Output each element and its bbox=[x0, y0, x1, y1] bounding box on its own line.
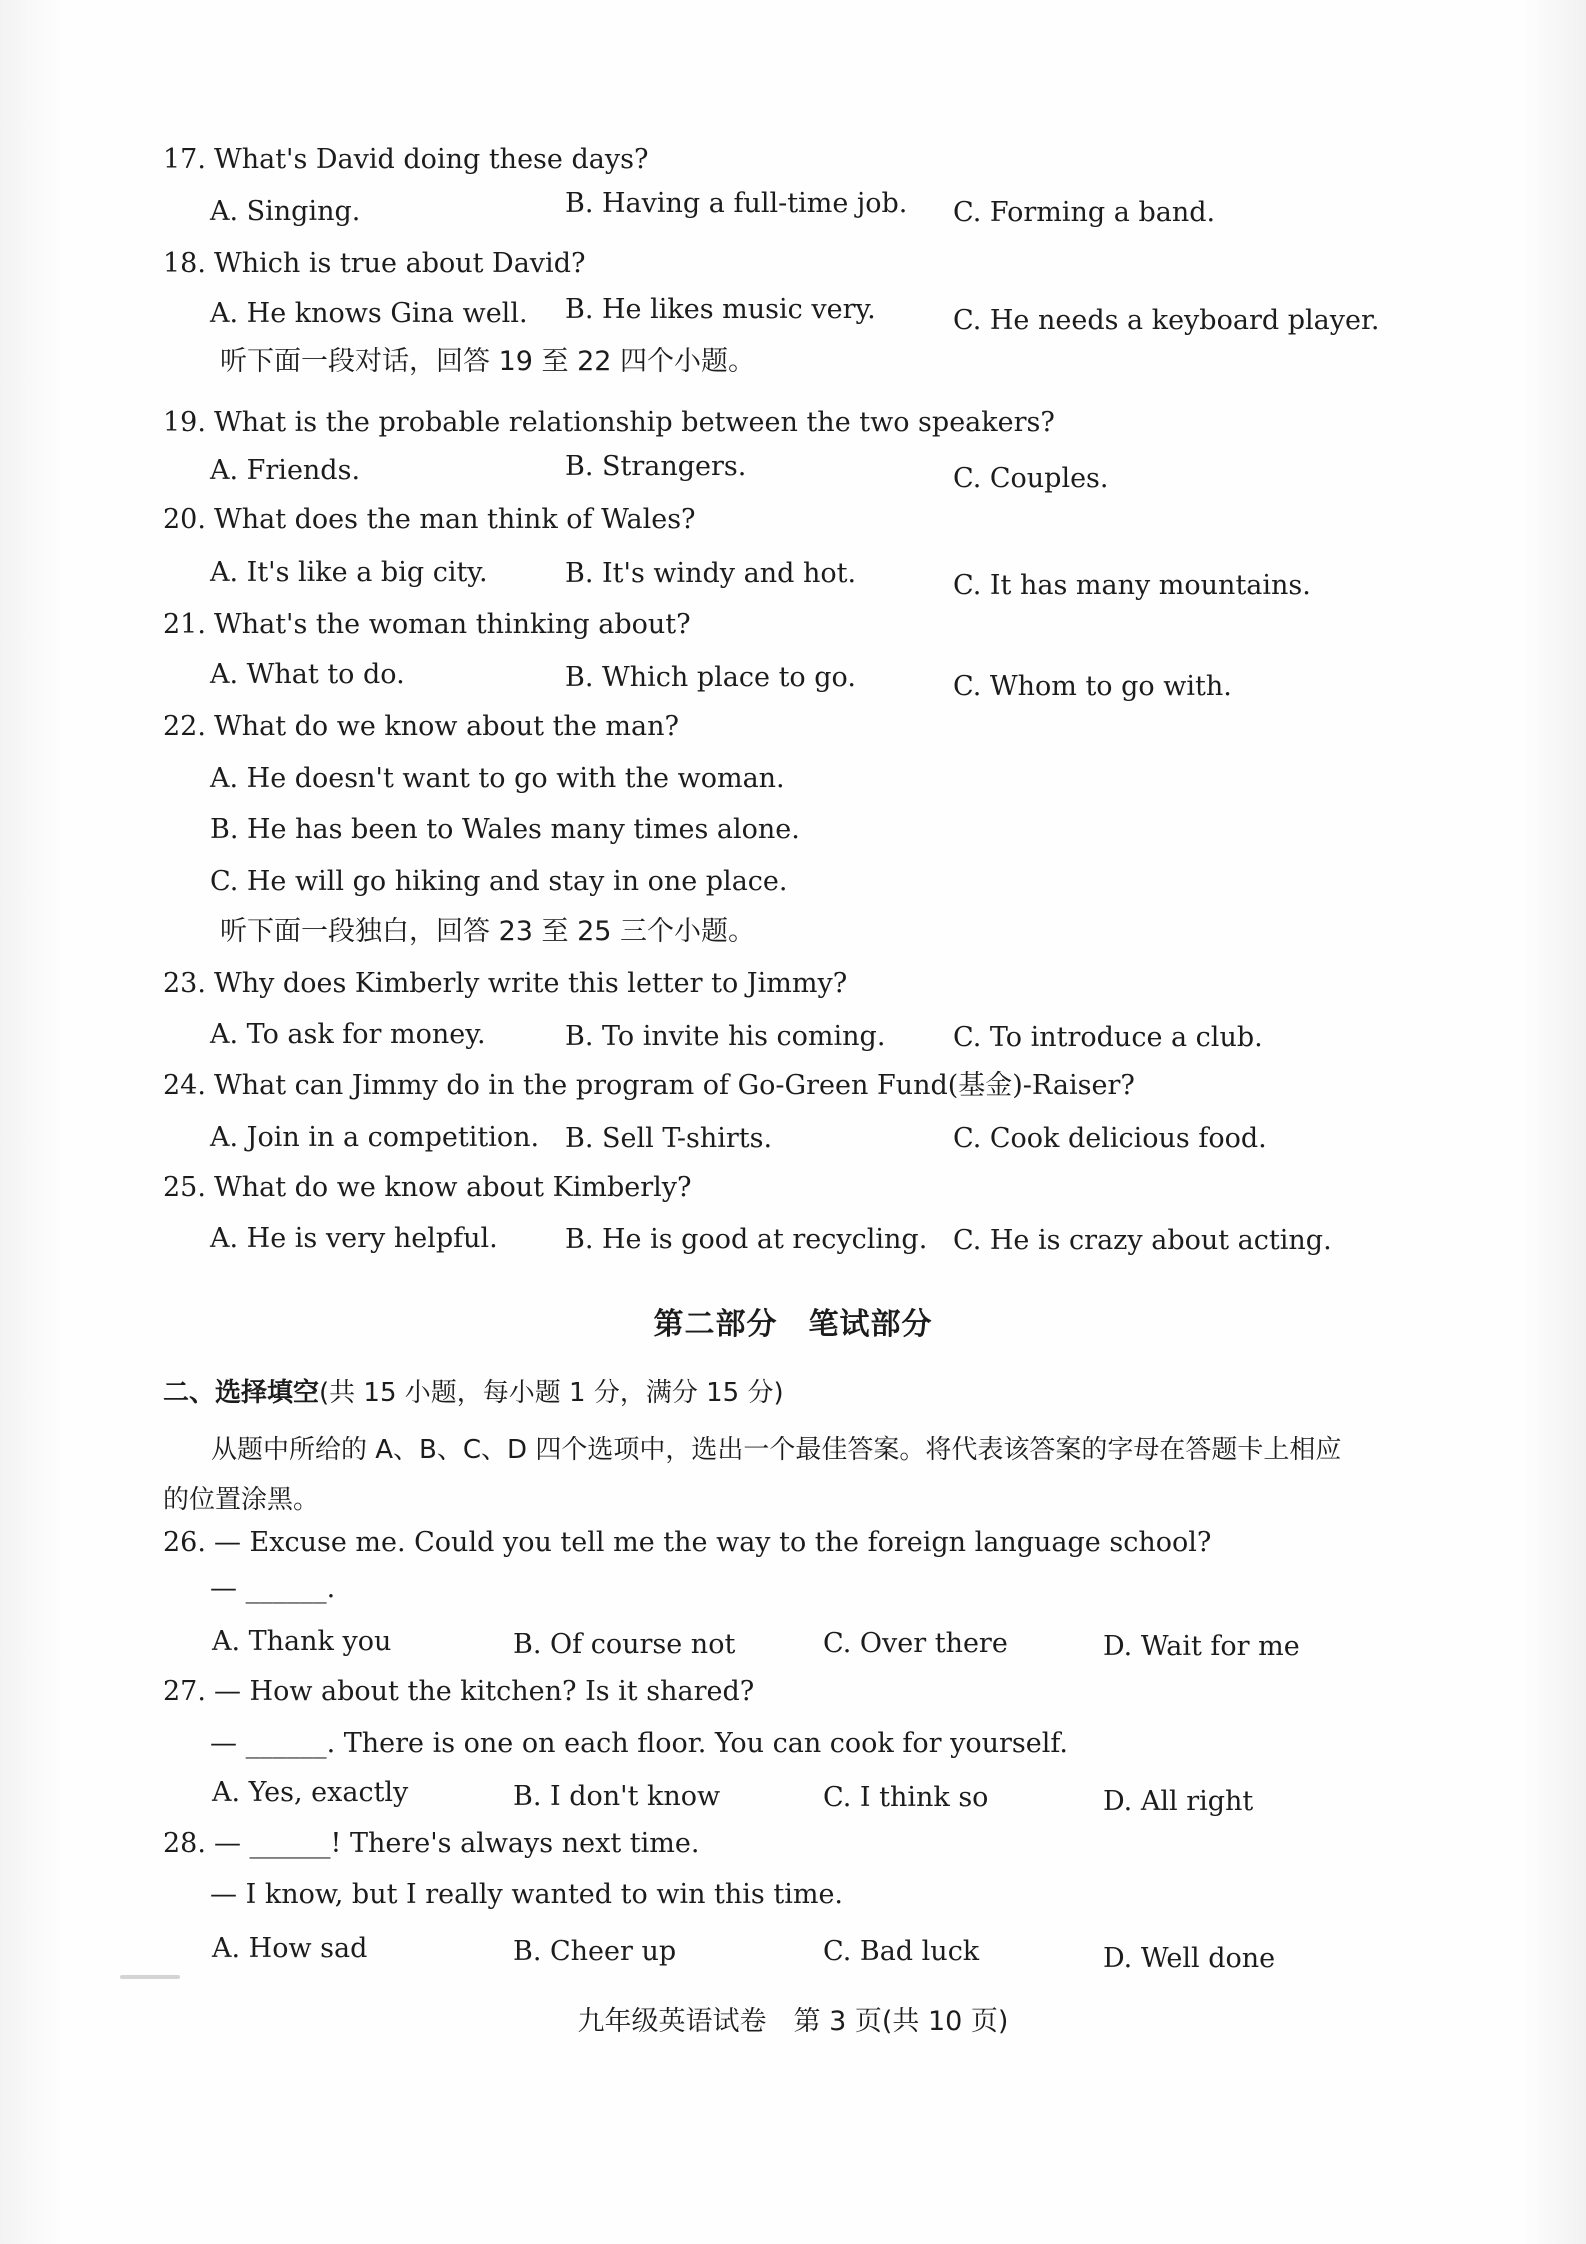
option-a: A. What to do. bbox=[210, 659, 405, 690]
question-number: 20. bbox=[163, 504, 206, 535]
question-line: — Excuse me. Could you tell me the way to the foreign language school? bbox=[213, 1527, 1212, 1558]
question-25 bbox=[163, 1171, 692, 1205]
section-instruction: 听下面一段对话，回答 19 至 22 四个小题。 bbox=[220, 346, 756, 377]
option-c: C. He is crazy about acting. bbox=[953, 1225, 1332, 1256]
option-c: C. Over there bbox=[823, 1628, 1008, 1659]
question-line: — How about the kitchen? Is it shared? bbox=[213, 1676, 755, 1707]
question-text: What is the probable relationship between the two speakers? bbox=[213, 407, 1055, 438]
scan-smudge bbox=[120, 1975, 180, 1979]
option-a: A. To ask for money. bbox=[210, 1019, 486, 1050]
question-17 bbox=[163, 143, 648, 177]
dialog-reply: — ______. bbox=[210, 1573, 336, 1604]
question-text: What does the man think of Wales? bbox=[213, 504, 696, 535]
option-b: B. Of course not bbox=[513, 1629, 736, 1660]
option-c: C. He needs a keyboard player. bbox=[953, 305, 1380, 336]
question-number: 18. bbox=[163, 248, 206, 279]
option-b: B. He likes music very. bbox=[565, 294, 876, 325]
question-number: 25. bbox=[163, 1172, 206, 1203]
option-b: B. Which place to go. bbox=[565, 662, 856, 693]
option-d: D. Well done bbox=[1103, 1943, 1276, 1974]
option-c: C. Cook delicious food. bbox=[953, 1123, 1267, 1154]
question-number: 17. bbox=[163, 144, 206, 175]
page-footer: 九年级英语试卷 第 3 页(共 10 页) bbox=[577, 2006, 1009, 2037]
question-20 bbox=[163, 503, 696, 537]
question-number: 19. bbox=[163, 407, 206, 438]
question-26 bbox=[163, 1526, 1211, 1560]
question-line: — ______! There's always next time. bbox=[213, 1828, 700, 1859]
option-b: B. Cheer up bbox=[513, 1936, 677, 1967]
option-c: C. Whom to go with. bbox=[953, 671, 1232, 702]
section-two-instruction: 从题中所给的 A、B、C、D 四个选项中，选出一个最佳答案。将代表该答案的字母在答题卡上相应的位置涂黑。 bbox=[163, 1435, 1342, 1515]
question-28 bbox=[163, 1827, 699, 1861]
question-text: What do we know about Kimberly? bbox=[213, 1172, 692, 1203]
option-c: C. Bad luck bbox=[823, 1936, 980, 1967]
option-b: B. Sell T-shirts. bbox=[565, 1123, 773, 1154]
question-24 bbox=[163, 1069, 1135, 1103]
question-text: What's the woman thinking about? bbox=[213, 609, 691, 640]
option-a: A. Friends. bbox=[210, 455, 361, 486]
option-a: A. Yes, exactly bbox=[212, 1777, 409, 1808]
option-d: D. All right bbox=[1103, 1786, 1254, 1817]
option-a: A. Singing. bbox=[210, 196, 361, 227]
question-text: Which is true about David? bbox=[213, 248, 586, 279]
option-a: A. Thank you bbox=[212, 1626, 392, 1657]
option-b: B. Strangers. bbox=[565, 451, 747, 482]
option-a: A. It's like a big city. bbox=[210, 557, 488, 588]
section-heading-label: 二、选择填空 bbox=[163, 1378, 320, 1408]
question-number: 27. bbox=[163, 1676, 206, 1707]
question-number: 23. bbox=[163, 968, 206, 999]
dialog-reply: — I know, but I really wanted to win this time. bbox=[210, 1879, 844, 1910]
question-27 bbox=[163, 1675, 754, 1709]
option-a: A. Join in a competition. bbox=[210, 1122, 540, 1153]
option-c: C. He will go hiking and stay in one place. bbox=[210, 866, 788, 897]
option-b: B. It's windy and hot. bbox=[565, 558, 857, 589]
option-c: C. To introduce a club. bbox=[953, 1022, 1263, 1053]
question-23 bbox=[163, 967, 847, 1001]
option-b: B. To invite his coming. bbox=[565, 1021, 886, 1052]
question-21 bbox=[163, 608, 691, 642]
option-b: B. He has been to Wales many times alone. bbox=[210, 814, 800, 845]
option-a: A. He is very helpful. bbox=[210, 1223, 498, 1254]
question-text: What can Jimmy do in the program of Go-Green Fund(基金)-Raiser? bbox=[213, 1070, 1135, 1101]
option-a: A. How sad bbox=[212, 1933, 368, 1964]
question-number: 21. bbox=[163, 609, 206, 640]
option-a: A. He knows Gina well. bbox=[210, 298, 528, 329]
question-text: Why does Kimberly write this letter to Jimmy? bbox=[213, 968, 848, 999]
question-19 bbox=[163, 406, 1055, 440]
option-c: C. Forming a band. bbox=[953, 197, 1216, 228]
option-c: C. I think so bbox=[823, 1782, 989, 1813]
part-two-title: 第二部分 笔试部分 bbox=[653, 1307, 933, 1342]
option-d: D. Wait for me bbox=[1103, 1631, 1300, 1662]
question-number: 26. bbox=[163, 1527, 206, 1558]
section-two-heading bbox=[163, 1376, 784, 1410]
option-c: C. It has many mountains. bbox=[953, 570, 1311, 601]
question-number: 28. bbox=[163, 1828, 206, 1859]
question-number: 24. bbox=[163, 1070, 206, 1101]
question-number: 22. bbox=[163, 711, 206, 742]
option-b: B. Having a full-time job. bbox=[565, 188, 908, 219]
question-text: What's David doing these days? bbox=[213, 144, 649, 175]
section-heading-note: (共 15 小题，每小题 1 分，满分 15 分) bbox=[319, 1378, 784, 1408]
question-22 bbox=[163, 710, 679, 744]
question-text: What do we know about the man? bbox=[213, 711, 679, 742]
section-instruction: 听下面一段独白，回答 23 至 25 三个小题。 bbox=[220, 916, 756, 947]
question-18 bbox=[163, 247, 585, 281]
option-b: B. I don't know bbox=[513, 1781, 721, 1812]
option-a: A. He doesn't want to go with the woman. bbox=[210, 763, 785, 794]
option-b: B. He is good at recycling. bbox=[565, 1224, 928, 1255]
option-c: C. Couples. bbox=[953, 463, 1109, 494]
dialog-reply: — ______. There is one on each floor. You can cook for yourself. bbox=[210, 1728, 1068, 1759]
